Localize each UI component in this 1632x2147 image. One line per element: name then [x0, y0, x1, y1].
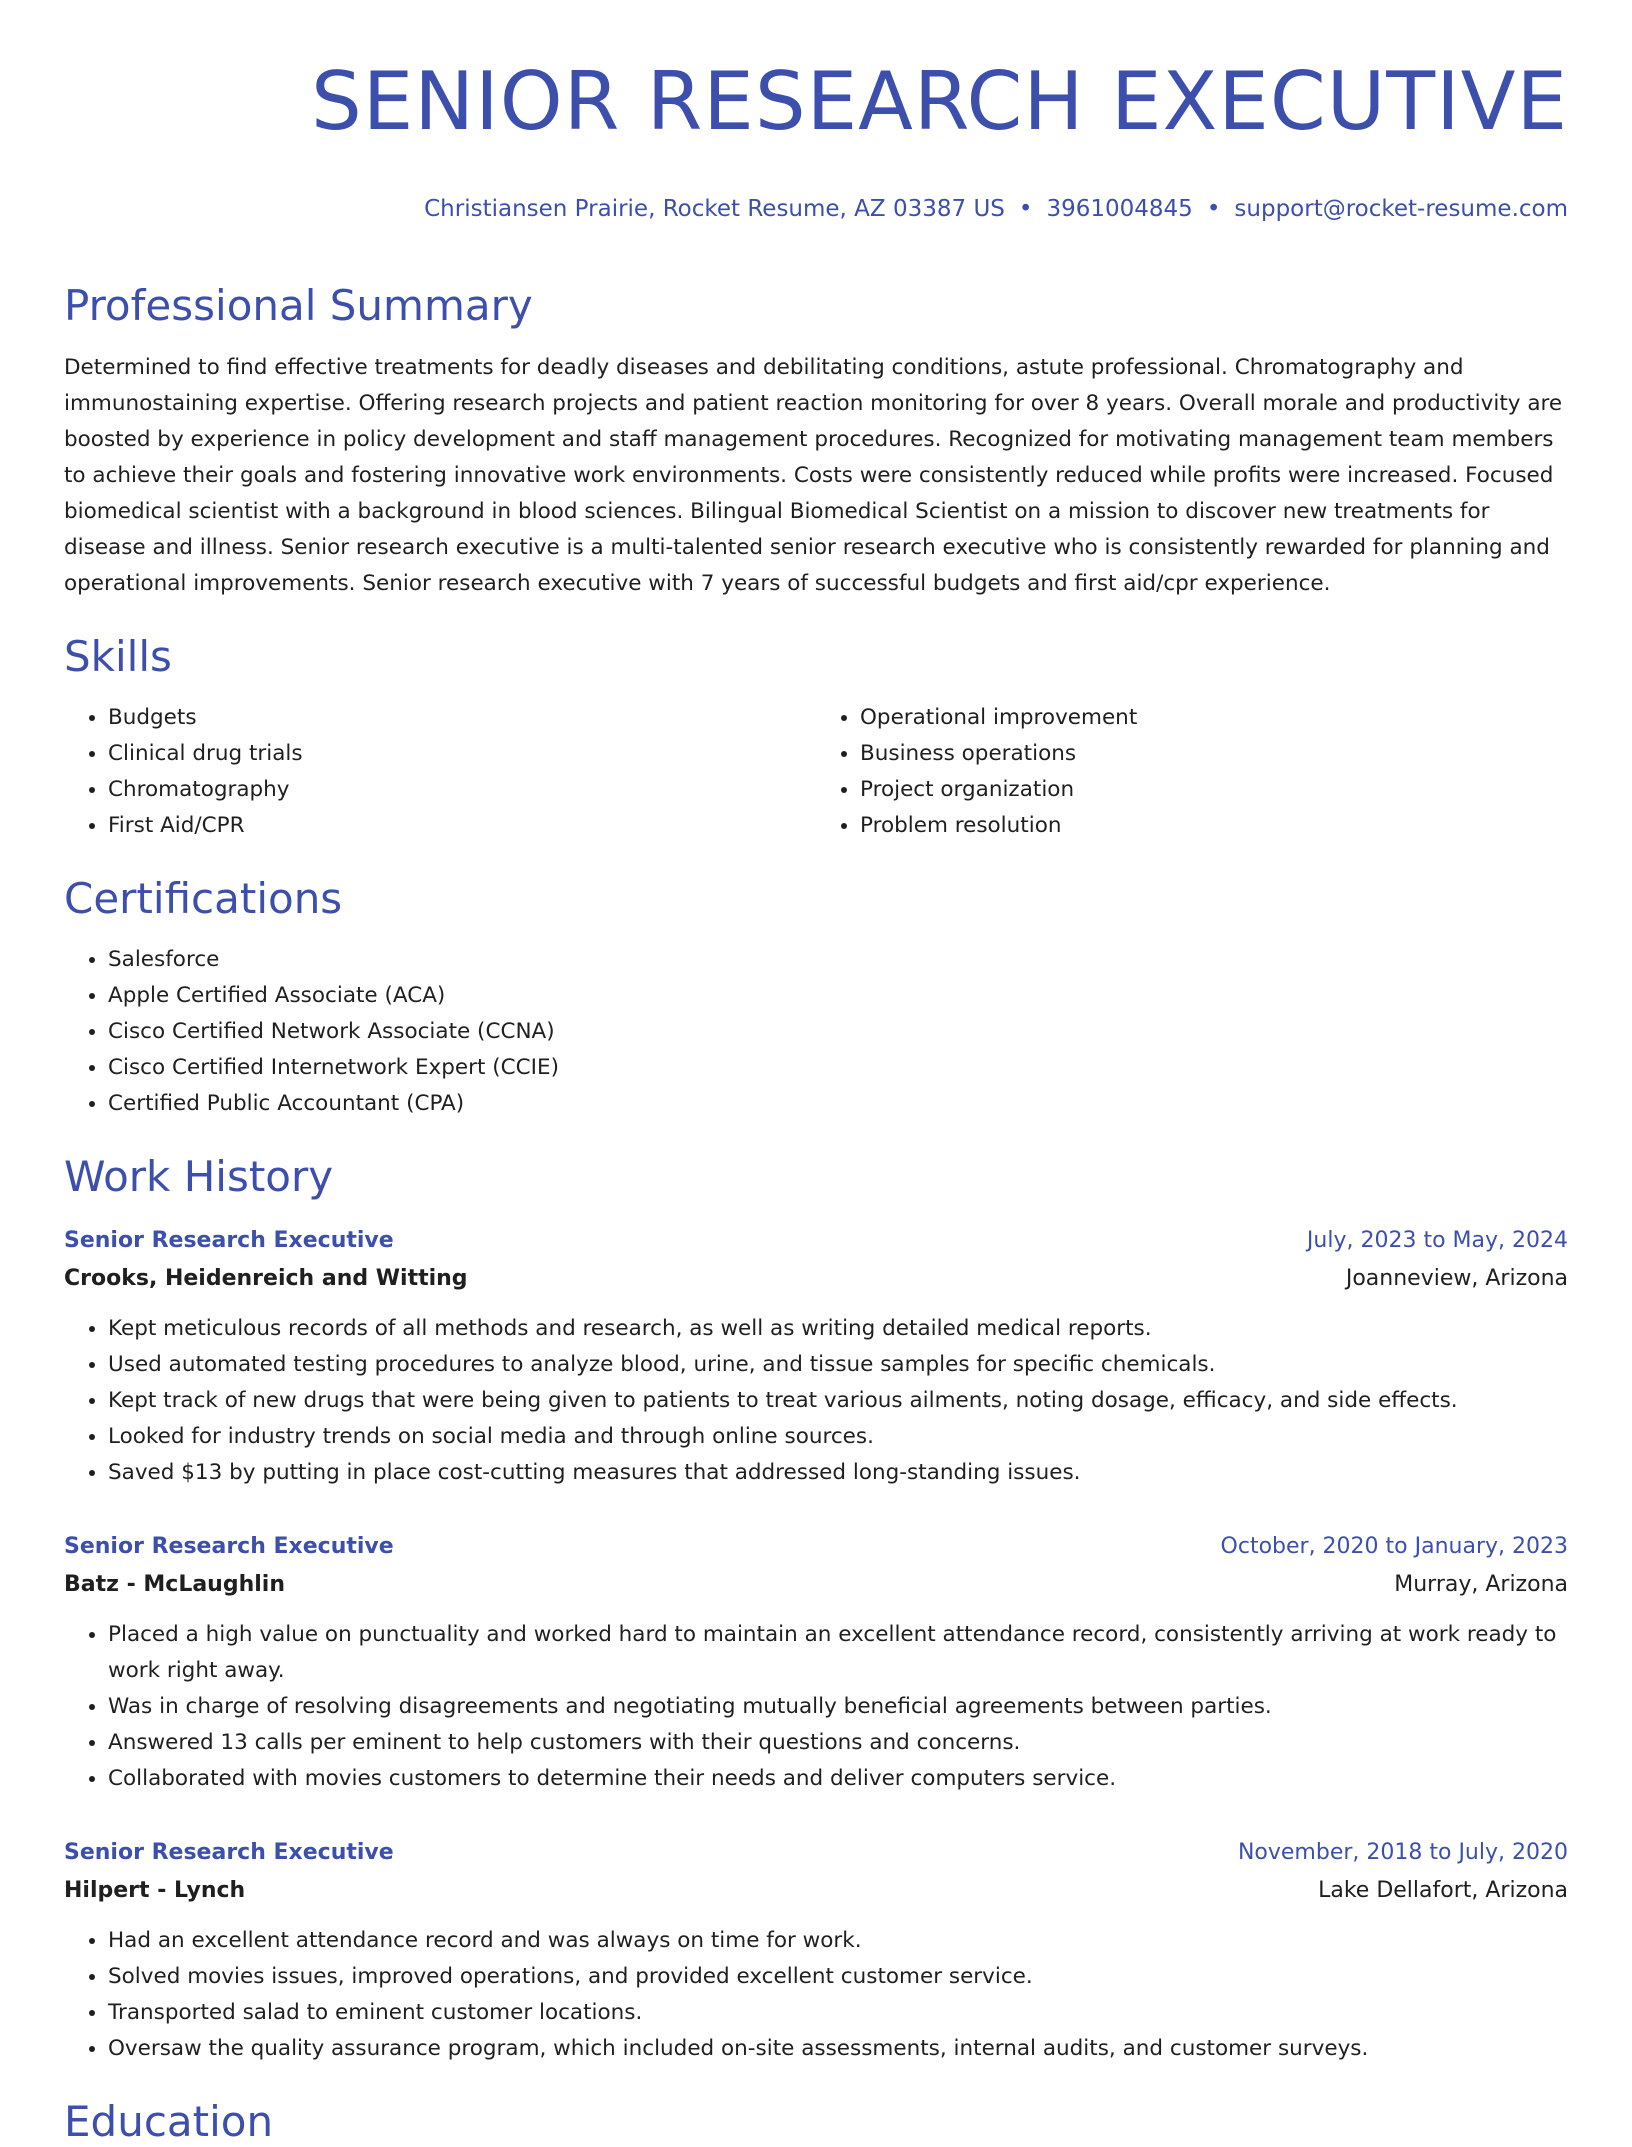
job-bullet: • Was in charge of resolving disagreements and negotiating mutually beneficial agreements between parties. — [108, 1689, 1568, 1725]
summary-heading: Professional Summary — [64, 281, 533, 331]
certifications-heading: Certifications — [64, 873, 343, 923]
job-dates: July, 2023 to May, 2024 — [1306, 1227, 1568, 1253]
job-role: Senior Research Executive — [64, 1533, 394, 1559]
education-heading: Education — [64, 2096, 274, 2146]
job-bullet: • Kept meticulous records of all methods and research, as well as writing detailed medical reports. — [108, 1311, 1568, 1347]
job-bullets — [64, 1311, 1568, 1491]
job-bullet: • Had an excellent attendance record and was always on time for work. — [108, 1923, 1568, 1959]
job-bullets — [64, 1617, 1568, 1797]
skill-item: • Business operations — [860, 736, 1568, 772]
skills-heading: Skills — [64, 631, 172, 681]
job-header-row — [64, 1529, 1568, 1565]
contact-line — [64, 196, 1568, 224]
certification-item: • Salesforce — [108, 942, 1568, 978]
job-bullet: • Solved movies issues, improved operations, and provided excellent customer service. — [108, 1959, 1568, 1995]
job-entry — [64, 1223, 1568, 1491]
job-company-row — [64, 1871, 1568, 1911]
certification-item: • Apple Certified Associate (ACA) — [108, 978, 1568, 1014]
job-bullet: • Oversaw the quality assurance program, which included on-site assessments, internal audits, and customer surveys. — [108, 2031, 1568, 2067]
job-dates: November, 2018 to July, 2020 — [1237, 1839, 1568, 1865]
skill-item: • First Aid/CPR — [108, 808, 816, 844]
skill-item: • Problem resolution — [860, 808, 1568, 844]
job-entry — [64, 1529, 1568, 1797]
job-header-row — [64, 1835, 1568, 1871]
job-company: Crooks, Heidenreich and Witting — [64, 1265, 468, 1291]
job-bullet: • Collaborated with movies customers to determine their needs and deliver computers service. — [108, 1761, 1568, 1797]
job-location: Lake Dellafort, Arizona — [1318, 1877, 1568, 1903]
certification-item: • Cisco Certified Internetwork Expert (CCIE) — [108, 1050, 1568, 1086]
job-company-row — [64, 1565, 1568, 1605]
job-bullet: • Placed a high value on punctuality and worked hard to maintain an excellent attendance record, consistently arriving at work ready to work right away. — [108, 1617, 1568, 1689]
job-bullet: • Answered 13 calls per eminent to help customers with their questions and concerns. — [108, 1725, 1568, 1761]
contact-email[interactable]: support@rocket-resume.com — [1234, 195, 1568, 222]
job-entry — [64, 1835, 1568, 2067]
job-location: Joanneview, Arizona — [1345, 1265, 1568, 1291]
job-company: Hilpert - Lynch — [64, 1877, 246, 1903]
skill-item: • Project organization — [860, 772, 1568, 808]
contact-separator: • — [1018, 195, 1033, 222]
contact-phone: 3961004845 — [1046, 195, 1193, 222]
job-bullet: • Saved $13 by putting in place cost-cutting measures that addressed long-standing issues. — [108, 1455, 1568, 1491]
skill-item: • Chromatography — [108, 772, 816, 808]
skills-list — [64, 700, 1568, 844]
skill-item: • Operational improvement — [860, 700, 1568, 736]
job-company-row — [64, 1259, 1568, 1299]
job-bullet: • Used automated testing procedures to analyze blood, urine, and tissue samples for specific chemicals. — [108, 1347, 1568, 1383]
job-location: Murray, Arizona — [1394, 1571, 1568, 1597]
skills-column-left — [64, 700, 816, 844]
job-bullet: • Kept track of new drugs that were being given to patients to treat various ailments, noting dosage, efficacy, and side effects. — [108, 1383, 1568, 1419]
job-role: Senior Research Executive — [64, 1227, 394, 1253]
job-company: Batz - McLaughlin — [64, 1571, 285, 1597]
work-history-heading: Work History — [64, 1152, 334, 1202]
certification-item: • Cisco Certified Network Associate (CCNA) — [108, 1014, 1568, 1050]
resume-page — [64, 0, 1568, 2147]
summary-text: Determined to find effective treatments for deadly diseases and debilitating conditions, astute professional. Chromatography and immunostaining expertise. Offering research projects and patient reaction monitoring for over 8 years. Overall morale and productivity are boosted by experience in policy development and staff management procedures. Recognized for motivating management team members to achieve their goals and fostering innovative work environments. Costs were consistently reduced while profits were increased. Focused biomedical scientist with a background in blood sciences. Bilingual Biomedical Scientist on a mission to discover new treatments for disease and illness. Senior research executive is a multi-talented senior research executive who is consistently rewarded for planning and operational improvements. Senior research executive with 7 years of successful budgets and first aid/cpr experience. — [64, 354, 1563, 596]
certification-item: • Certified Public Accountant (CPA) — [108, 1086, 1568, 1122]
job-dates: October, 2020 to January, 2023 — [1220, 1533, 1568, 1559]
skill-item: • Clinical drug trials — [108, 736, 816, 772]
contact-separator: • — [1206, 195, 1221, 222]
job-role: Senior Research Executive — [64, 1839, 394, 1865]
job-bullet: • Looked for industry trends on social media and through online sources. — [108, 1419, 1568, 1455]
job-bullets — [64, 1923, 1568, 2067]
resume-title: SENIOR RESEARCH EXECUTIVE — [310, 55, 1568, 148]
skills-column-right — [816, 700, 1568, 844]
skill-item: • Budgets — [108, 700, 816, 736]
job-bullet: • Transported salad to eminent customer locations. — [108, 1995, 1568, 2031]
certifications-list — [64, 942, 1568, 1122]
job-header-row — [64, 1223, 1568, 1259]
contact-address: Christiansen Prairie, Rocket Resume, AZ 03387 US — [424, 195, 1005, 222]
